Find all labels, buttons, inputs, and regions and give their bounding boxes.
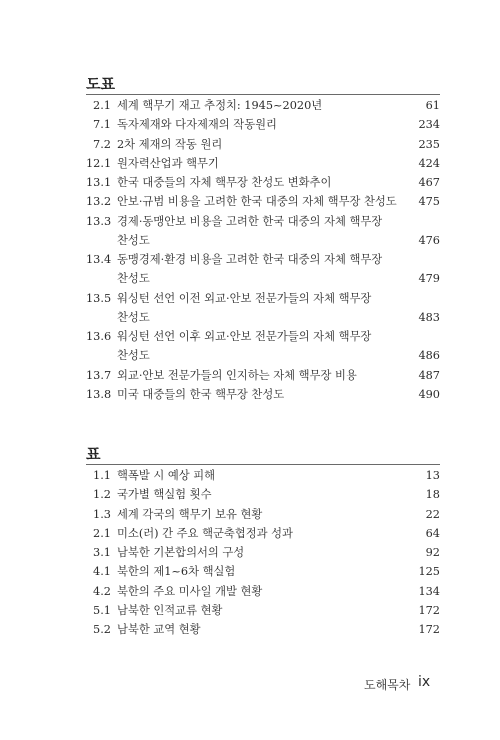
entry-title-continuation: 찬성도 (117, 310, 150, 324)
entry-title (111, 327, 418, 366)
entry-page-number: 172 (418, 623, 440, 636)
entry-title-line: 미국 대중들의 한국 핵무장 찬성도 (117, 387, 285, 401)
entry-title-line: 2차 제재의 작동 원리 (117, 137, 223, 151)
entry-page-number: 467 (418, 176, 440, 189)
tables-divider (86, 464, 440, 465)
entry-number: 13.7 (86, 368, 112, 382)
entry-title-line: 외교·안보 전문가들의 인지하는 자체 핵무장 비용 (117, 368, 357, 382)
entry-title-line: 동맹경제·환경 비용을 고려한 한국 대중의 자체 핵무장 (117, 253, 383, 266)
figures-divider (86, 94, 440, 95)
figure-entry (86, 96, 440, 115)
entry-number: 5.2 (93, 623, 111, 636)
figure-entry (86, 192, 440, 211)
figure-entry (86, 289, 440, 328)
entry-number: 13.4 (86, 253, 112, 266)
entry-title-line: 세계 각국의 핵무기 보유 현황 (117, 507, 263, 521)
entry-page-number: 479 (418, 272, 440, 286)
entry-title (111, 466, 426, 485)
entry-title (111, 250, 418, 289)
entry-title (111, 366, 418, 385)
entry-number: 3.1 (93, 546, 111, 559)
figure-entry (86, 212, 440, 251)
entry-title-line: 핵폭발 시 예상 피해 (117, 469, 216, 482)
entry-title-continuation: 찬성도 (117, 233, 150, 247)
entry-title (111, 289, 418, 328)
entry-title (111, 505, 426, 524)
entry-title-line: 남북한 인적교류 현황 (117, 603, 223, 617)
entry-page-number: 172 (418, 603, 440, 617)
entry-title (111, 385, 418, 404)
figure-entry (86, 154, 440, 173)
running-footer-label: 도해목차 (364, 678, 411, 692)
entry-title (111, 562, 418, 581)
figures-heading: 도표 (86, 75, 115, 93)
entry-title-line: 미소(러) 간 주요 핵군축협정과 성과 (117, 526, 293, 540)
entry-number: 13.2 (86, 195, 112, 209)
entry-page-number: 64 (425, 526, 440, 540)
entry-title-line: 워싱턴 선언 이후 외교·안보 전문가들의 자체 핵무장 (117, 330, 372, 343)
figures-list (86, 96, 440, 404)
entry-page-number: 22 (425, 507, 440, 521)
entry-title-line: 국가별 핵실험 횟수 (117, 488, 212, 502)
entry-number: 13.8 (86, 387, 112, 401)
entry-title-line: 남북한 기본합의서의 구성 (117, 546, 245, 559)
page-number: ix (418, 674, 431, 690)
entry-title-line: 원자력산업과 핵무기 (117, 156, 219, 170)
entry-page-number: 13 (425, 469, 440, 482)
entry-page-number: 475 (418, 195, 440, 209)
entry-title (111, 524, 426, 543)
entry-page-number: 424 (418, 156, 440, 170)
entry-title-continuation: 찬성도 (117, 272, 150, 286)
entry-title-line: 한국 대중들의 자체 핵무장 찬성도 변화추이 (117, 176, 332, 189)
entry-title (111, 582, 418, 601)
entry-number: 12.1 (86, 156, 112, 170)
entry-title-line: 북한의 주요 미사일 개발 현황 (117, 584, 263, 598)
table-entry (86, 562, 440, 581)
figure-entry (86, 135, 440, 154)
entry-number: 1.2 (93, 488, 111, 502)
entry-page-number: 125 (418, 565, 440, 579)
entry-number: 13.3 (86, 214, 112, 228)
entry-title (111, 620, 418, 639)
tables-heading: 표 (86, 445, 101, 463)
entry-page-number: 134 (418, 584, 440, 598)
entry-number: 4.1 (93, 565, 111, 579)
table-entry (86, 485, 440, 504)
entry-title (111, 173, 418, 192)
figure-entry (86, 173, 440, 192)
table-entry (86, 601, 440, 620)
entry-title-line: 남북한 교역 현황 (117, 623, 201, 636)
entry-number: 2.1 (93, 526, 111, 540)
figure-entry (86, 327, 440, 366)
entry-title (111, 192, 418, 211)
entry-page-number: 487 (418, 368, 440, 382)
entry-title-line: 경제·동맹안보 비용을 고려한 한국 대중의 자체 핵무장 (117, 214, 383, 228)
entry-page-number: 18 (425, 488, 440, 502)
entry-page-number: 234 (418, 118, 440, 132)
entry-title (111, 115, 418, 134)
entry-page-number: 235 (418, 137, 440, 151)
entry-number: 7.1 (93, 118, 111, 132)
entry-title (111, 543, 426, 562)
entry-number: 7.2 (93, 137, 111, 151)
entry-page-number: 486 (418, 349, 440, 363)
entry-number: 13.5 (86, 291, 112, 305)
entry-page-number: 490 (418, 387, 440, 401)
entry-title-continuation: 찬성도 (117, 349, 150, 363)
entry-number: 2.1 (93, 99, 111, 112)
entry-title-line: 세계 핵무기 재고 추정치: 1945~2020년 (117, 99, 323, 112)
figure-entry (86, 250, 440, 289)
table-entry (86, 505, 440, 524)
entry-number: 5.1 (93, 603, 111, 617)
table-entry (86, 524, 440, 543)
figure-entry (86, 115, 440, 134)
table-entry (86, 582, 440, 601)
entry-title (111, 485, 426, 504)
entry-page-number: 476 (418, 233, 440, 247)
entry-title (111, 212, 418, 251)
entry-page-number: 483 (418, 310, 440, 324)
entry-title-line: 북한의 제1~6차 핵실험 (117, 565, 236, 579)
entry-number: 4.2 (93, 584, 111, 598)
entry-title (111, 135, 418, 154)
entry-number: 13.6 (86, 330, 112, 343)
entry-title-line: 안보·규범 비용을 고려한 한국 대중의 자체 핵무장 찬성도 (117, 195, 397, 209)
table-entry (86, 543, 440, 562)
figure-entry (86, 366, 440, 385)
table-entry (86, 466, 440, 485)
entry-title-line: 워싱턴 선언 이전 외교·안보 전문가들의 자체 핵무장 (117, 291, 372, 305)
table-entry (86, 620, 440, 639)
entry-page-number: 92 (425, 546, 440, 559)
figure-entry (86, 385, 440, 404)
entry-number: 13.1 (86, 176, 112, 189)
tables-list (86, 466, 440, 639)
entry-title (111, 601, 418, 620)
entry-title-line: 독자제재와 다자제재의 작동원리 (117, 118, 277, 132)
entry-number: 1.3 (93, 507, 111, 521)
entry-title (111, 96, 426, 115)
entry-title (111, 154, 418, 173)
entry-page-number: 61 (425, 99, 440, 112)
entry-number: 1.1 (93, 469, 111, 482)
